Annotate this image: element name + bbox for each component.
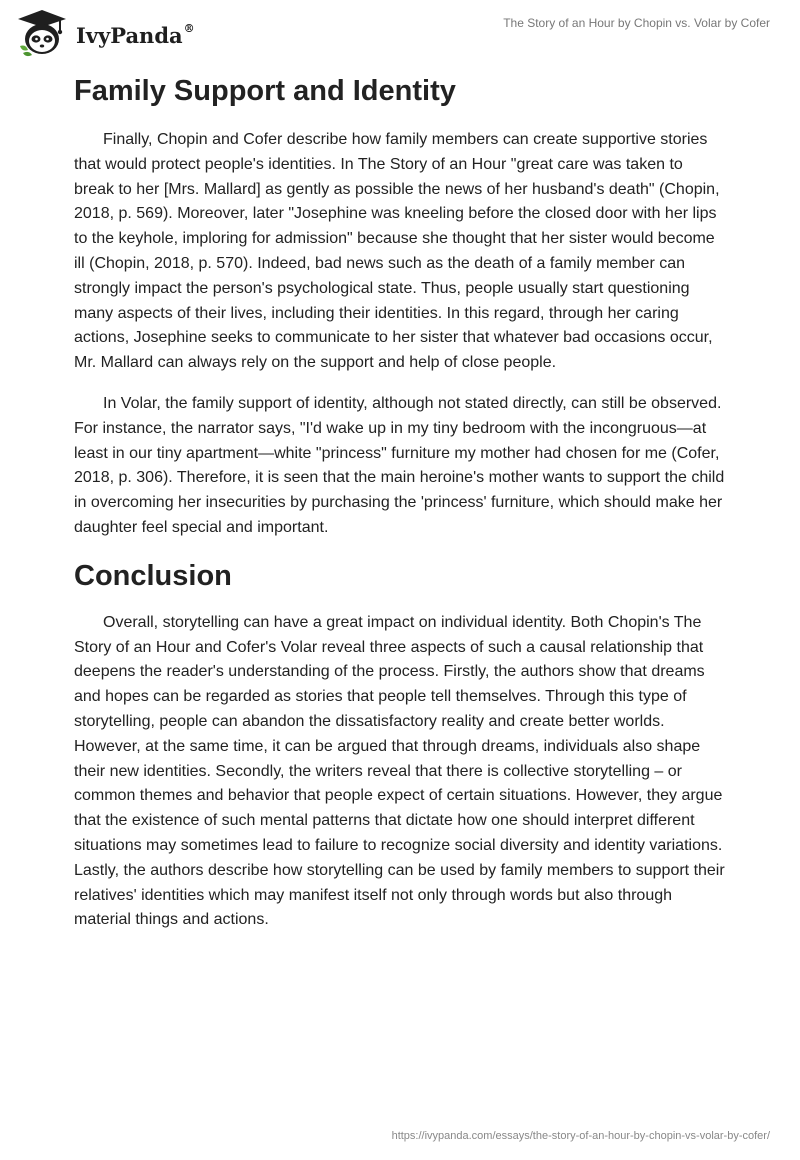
brand-name-text: IvyPanda xyxy=(76,22,183,48)
panda-graduate-icon xyxy=(14,8,70,58)
section-heading-conclusion: Conclusion xyxy=(74,559,232,592)
document-title: The Story of an Hour by Chopin vs. Volar by Cofer xyxy=(503,16,770,30)
registered-mark: ® xyxy=(183,21,195,35)
section-heading-family-support: Family Support and Identity xyxy=(74,75,456,107)
brand-name xyxy=(76,23,195,48)
paragraph: In Volar, the family support of identity, although not stated directly, can still be observed. For instance, the narrator says, "I'd wake up in my tiny bedroom with the incongruous—at least in our tiny apartment—white "princess" furniture my mother had chosen for me (Cofer, 2018, p. 306). Therefore, it is seen that the main heroine's mother wants to support the child in overcoming her insecurities by purchasing the 'princess' furniture, which should make her daughter feel special and important. xyxy=(74,394,725,536)
ivypanda-logo[interactable] xyxy=(14,8,195,58)
paragraph: Finally, Chopin and Cofer describe how family members can create supportive stories that would protect people's identities. In The Story of an Hour "great care was taken to break to her [Mrs. Mallard] as gently as possible the news of her husband's death" (Chopin, 2018, p. 569). Moreover, later "Josephine was kneeling before the closed door with her lips to the keyhole, imploring for admission" because she thought that her sister would become ill (Chopin, 2018, p. 570). Indeed, bad news such as the death of a family member can strongly impact the person's psychological state. Thus, people usually start questioning many aspects of their lives, including their identities. In this regard, through her caring actions, Josephine seeks to communicate to her sister that whatever bad occasions occur, Mr. Mallard can always rely on the support and help of close people. xyxy=(74,131,720,372)
essay-body xyxy=(74,72,726,949)
page-header xyxy=(14,8,770,58)
source-url[interactable]: https://ivypanda.com/essays/the-story-of-an-hour-by-chopin-vs-volar-by-cofer/ xyxy=(391,1130,770,1142)
paragraph: Overall, storytelling can have a great impact on individual identity. Both Chopin's The Story of an Hour and Cofer's Volar reveal three aspects of such a causal relationship that deepens the reader's understanding of the process. Firstly, the authors show that dreams and hopes can be regarded as stories that people tell themselves. Through this type of storytelling, people can abandon the dissatisfactory reality and create better worlds. However, at the same time, it can be argued that through dreams, individuals also shape their new identities. Secondly, the writers reveal that there is collective storytelling – or common themes and behavior that people expect of certain situations. However, they argue that the existence of such mental patterns that dictate how one should interpret different situations may sometimes lead to failure to recognize social diversity and identity variations. Lastly, the authors describe how storytelling can be used by family members to support their relatives' identities which may manifest itself not only through words but also through material things and actions. xyxy=(74,613,725,929)
